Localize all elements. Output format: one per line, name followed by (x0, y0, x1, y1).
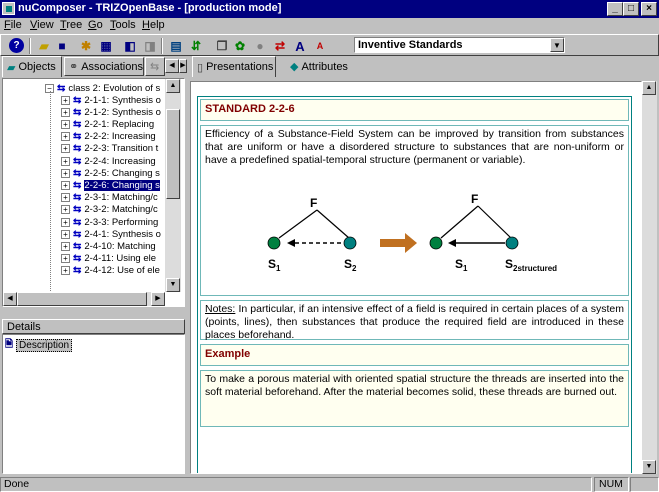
tree-item-label: 2-3-2: Matching/c (84, 204, 158, 216)
tree-item[interactable] (61, 155, 156, 167)
refresh-icon[interactable]: ⇄ (274, 39, 286, 53)
details-list (2, 334, 185, 474)
scroll-thumb[interactable] (17, 292, 147, 306)
left-tab-strip (0, 56, 187, 78)
arrows-icon: ⇆ (73, 167, 82, 179)
presentation-icon: ▯ (197, 61, 204, 74)
font-larger-icon[interactable]: A (295, 38, 305, 54)
tree-node-class2[interactable]: − ⇆ class 2: Evolution of s (45, 82, 160, 94)
view-grid-icon[interactable]: ▦ (100, 39, 112, 53)
copy-icon[interactable]: ❐ (216, 39, 228, 53)
arrows-icon: ⇆ (73, 228, 82, 240)
field-line (279, 210, 317, 238)
menu-tools[interactable]: Tools (110, 19, 136, 31)
standards-combo[interactable] (354, 37, 565, 53)
tab-icon: ⇆ (150, 61, 160, 73)
expand-icon[interactable]: + (61, 205, 70, 214)
toolbar-separator (29, 38, 31, 54)
folder-icon: ▰ (7, 61, 16, 74)
arrows-icon: ⇆ (73, 240, 82, 252)
arrows-icon: ⇆ (73, 192, 82, 204)
scroll-thumb[interactable] (166, 109, 180, 199)
title-bar[interactable] (0, 0, 659, 18)
export-icon[interactable]: ⇵ (190, 39, 202, 53)
substance-node-s2-structured (506, 237, 518, 249)
tree-item[interactable] (61, 179, 160, 191)
tree-item[interactable] (61, 192, 158, 204)
expand-icon[interactable]: + (61, 108, 70, 117)
arrows-icon: ⇆ (73, 179, 82, 191)
close-button[interactable]: × (641, 2, 657, 16)
image-icon[interactable]: ✿ (234, 39, 246, 53)
link-icon: ⚭ (69, 61, 79, 73)
substance-node-s2 (344, 237, 356, 249)
substance-node-s1 (268, 237, 280, 249)
tree-item-label: 2-4-1: Synthesis o (84, 228, 161, 240)
expand-icon[interactable]: + (61, 132, 70, 141)
menu-help[interactable]: Help (142, 19, 165, 31)
tree-item-label: 2-2-5: Changing s (84, 167, 160, 179)
menu-view[interactable]: View (30, 19, 54, 31)
scroll-up-button[interactable]: ▲ (642, 81, 656, 95)
presentation-view (190, 81, 642, 474)
notes-text: In particular, if an intensive effect of a field is required in certain places of a system (points, lines), then substances that produce the required field are introduced in these places beforehand. (205, 303, 624, 341)
num-lock-indicator: NUM (594, 477, 629, 492)
tree-guide-line (50, 91, 51, 301)
expand-icon[interactable]: + (61, 266, 70, 275)
tree-item-label: 2-3-1: Matching/c (84, 192, 158, 204)
minimize-button[interactable]: _ (607, 2, 623, 16)
tree-item-label: 2-3-3: Performing (84, 216, 159, 228)
standard-panel (197, 96, 632, 474)
expand-icon[interactable]: + (61, 254, 70, 263)
tree-item[interactable] (61, 143, 158, 155)
arrows-icon: ⇆ (73, 155, 82, 167)
standard-text: Efficiency of a Substance-Field System can be improved by transition from substances that are uniform or have a disordered structure to substances that are non-uniform or have a predefined spatial-temporal structure (permanent or variable). (205, 128, 624, 166)
app-icon[interactable] (2, 2, 15, 15)
tree-item[interactable] (61, 265, 160, 277)
arrows-icon: ⇆ (73, 204, 82, 216)
tree-item[interactable] (61, 204, 158, 216)
arrows-icon: ⇆ (73, 94, 82, 106)
tree-item[interactable] (61, 131, 156, 143)
arrows-icon: ⇆ (73, 118, 82, 130)
tree-item[interactable] (61, 253, 156, 265)
tree-item-label: 2-4-11: Using ele (84, 253, 157, 265)
tree-item[interactable] (61, 106, 161, 118)
settings-icon[interactable]: ✱ (80, 39, 92, 53)
tab-scroll-left-button[interactable]: ◀ (165, 59, 179, 73)
tree-horizontal-scrollbar[interactable] (3, 292, 165, 306)
expand-icon[interactable]: + (61, 144, 70, 153)
expand-icon[interactable]: + (61, 157, 70, 166)
expand-icon[interactable]: + (61, 120, 70, 129)
tab-presentations[interactable]: ▯ Presentations (192, 56, 276, 77)
toolbar-separator (161, 38, 163, 54)
expand-icon[interactable]: + (61, 218, 70, 227)
arrows-icon: ⇆ (73, 131, 82, 143)
attributes-icon: ◆ (290, 61, 299, 73)
tree-item-label: 2-4-10: Matching (84, 240, 156, 252)
scroll-left-button[interactable]: ◀ (3, 292, 17, 306)
expand-icon[interactable]: + (61, 230, 70, 239)
field-label: F (471, 192, 479, 206)
content-vertical-scrollbar[interactable] (642, 81, 657, 474)
back-icon[interactable]: ◧ (124, 39, 136, 53)
window-title: nuComposer - TRIZOpenBase - [production mode] (18, 2, 282, 14)
expand-icon[interactable]: + (61, 169, 70, 178)
field-label: F (310, 196, 318, 210)
scroll-down-button[interactable]: ▼ (642, 460, 656, 474)
expand-icon[interactable]: + (61, 193, 70, 202)
expand-icon[interactable]: + (61, 242, 70, 251)
example-text: To make a porous material with oriented spatial structure the threads are inserted into the soft material beforehand. After the material becomes solid, these threads are burned out. (200, 370, 629, 427)
s1-label: $S_1$ (455, 257, 468, 273)
scroll-down-button[interactable]: ▼ (166, 278, 180, 292)
object-tree[interactable] (2, 78, 185, 307)
details-item-description[interactable]: 🗎 Description (5, 337, 72, 354)
menu-go[interactable]: Go (88, 19, 103, 31)
combo-value: Inventive Standards (358, 39, 463, 51)
tree-item[interactable] (61, 240, 156, 252)
arrows-icon: ⇆ (73, 143, 82, 155)
tree-item[interactable] (61, 216, 158, 228)
substance-field-diagram (205, 188, 625, 288)
tab-associations[interactable]: ⚭ Associations (64, 57, 144, 76)
arrowhead (287, 239, 295, 247)
save-icon[interactable]: ■ (58, 39, 66, 53)
tab-objects[interactable]: ▰ Objects (2, 56, 62, 77)
open-folder-icon[interactable]: ▰ (39, 39, 49, 53)
arrows-icon: ⇆ (73, 253, 82, 265)
font-smaller-icon[interactable]: A (316, 41, 324, 51)
maximize-button[interactable]: □ (623, 2, 639, 16)
chevron-down-icon[interactable]: ▼ (550, 38, 564, 52)
help-icon[interactable]: ? (9, 38, 24, 53)
s2-label: $S_2$ (344, 257, 357, 273)
expand-icon[interactable]: + (61, 96, 70, 105)
scroll-up-button[interactable]: ▲ (166, 79, 180, 93)
expand-icon[interactable]: + (61, 181, 70, 190)
collapse-icon[interactable]: − (45, 84, 54, 93)
print-icon[interactable]: ▤ (170, 39, 182, 53)
tree-item[interactable] (61, 118, 154, 130)
tree-item-label: 2-2-3: Transition t (84, 143, 159, 155)
tree-vertical-scrollbar[interactable] (165, 79, 181, 292)
example-heading: Example (200, 344, 629, 366)
right-tab-strip (190, 56, 657, 78)
tree-item-label: 2-2-6: Changing s (84, 179, 160, 191)
tree-item-label: 2-2-2: Increasing (84, 131, 156, 143)
stop-icon[interactable]: ● (256, 39, 264, 53)
notes-label: Notes: (205, 303, 236, 315)
tree-item[interactable] (61, 94, 161, 106)
details-header: Details (2, 319, 185, 334)
s2-structured-label: $S_{2structured}$ (505, 257, 558, 273)
arrows-icon: ⇆ (73, 106, 82, 118)
arrows-icon: ⇆ (73, 265, 82, 277)
menu-bar (0, 18, 659, 34)
status-panel-empty (630, 477, 659, 492)
tab-scroll-right-button[interactable]: ▶ (179, 59, 187, 73)
tree-item-label: 2-2-4: Increasing (84, 155, 156, 167)
substance-node-s1 (430, 237, 442, 249)
forward-icon[interactable]: ◨ (144, 39, 156, 53)
status-text: Done (0, 477, 592, 492)
tree-item-label: 2-1-2: Synthesis o (84, 106, 161, 118)
s1-label: $S_1$ (268, 257, 281, 273)
document-icon: 🗎 (5, 339, 14, 350)
tree-item-label: 2-4-12: Use of ele (84, 265, 160, 277)
menu-tree[interactable]: Tree (60, 19, 83, 31)
transition-arrow-body (380, 239, 406, 247)
standard-body (200, 125, 629, 296)
notes-block (200, 300, 629, 340)
arrows-icon: ⇆ (57, 82, 66, 94)
tree-item[interactable] (61, 228, 161, 240)
arrows-icon: ⇆ (73, 216, 82, 228)
tree-item-label: 2-1-1: Synthesis o (84, 94, 161, 106)
field-line (441, 206, 478, 238)
tree-item[interactable] (61, 167, 160, 179)
menu-file[interactable]: File (4, 19, 22, 31)
tab-attributes[interactable]: ◆ Attributes (286, 57, 356, 76)
field-line (478, 206, 511, 238)
field-line (317, 210, 349, 238)
tree-item-label: 2-2-1: Replacing (84, 118, 155, 130)
transition-arrow-icon (405, 233, 417, 253)
standard-heading: STANDARD 2-2-6 (200, 99, 629, 121)
scroll-right-button[interactable]: ▶ (151, 292, 165, 306)
tab-more[interactable] (145, 57, 165, 76)
arrowhead (448, 239, 456, 247)
